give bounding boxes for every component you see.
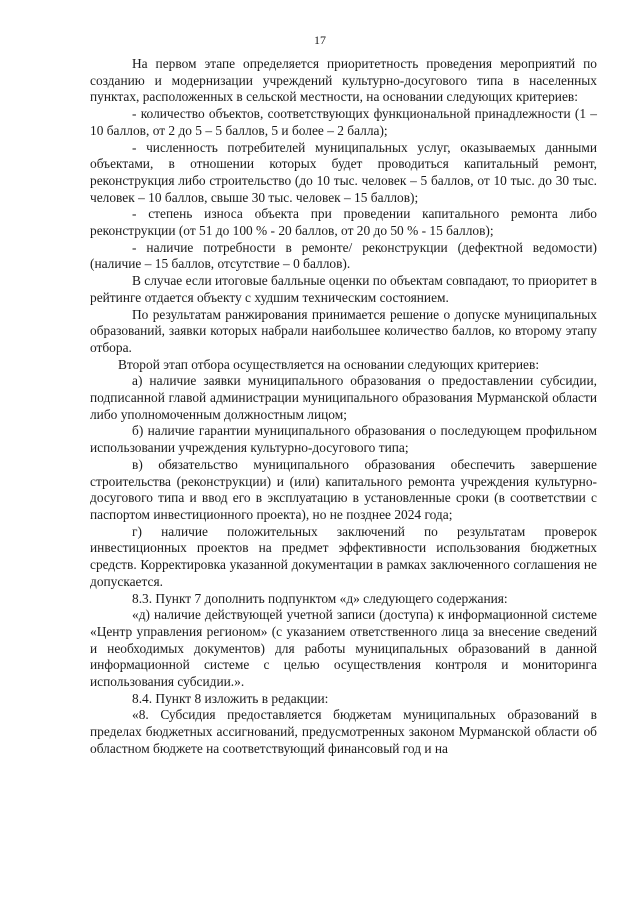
criterion-d-conclusions: г) наличие положительных заключений по результатам проверок инвестиционных проектов на предмет эффективности использования бюджетных средств. Корректировка указанной документации в рамках заключенного соглашения не допускается. bbox=[90, 523, 597, 589]
criterion-wear-degree: - степень износа объекта при проведении капитального ремонта либо реконструкции (от 51 до 100 % - 20 баллов, от 20 до 50 % - 15 баллов); bbox=[90, 206, 597, 239]
paragraph-point-8: «8. Субсидия предоставляется бюджетам муниципальных образований в пределах бюджетных ассигнований, предусмотренных законом Мурманской области об областном бюджете на соответствующий финансовый год и на bbox=[90, 707, 597, 756]
criterion-b-guarantee: б) наличие гарантии муниципального образования о последующем профильном использовании учреждения культурно-досугового типа; bbox=[90, 423, 597, 456]
document-body bbox=[90, 56, 597, 758]
paragraph-8-4: 8.4. Пункт 8 изложить в редакции: bbox=[132, 690, 329, 706]
paragraph-first-stage-intro: На первом этапе определяется приоритетность проведения мероприятий по созданию и модернизации учреждений культурно-досугового типа в населенных пунктах, расположенных в сельской местности, на основании следующих критериев: bbox=[90, 56, 597, 105]
paragraph-ranking-result: По результатам ранжирования принимается решение о допуске муниципальных образований, заявки которых набрали наибольшее количество баллов, ко второму этапу отбора. bbox=[90, 306, 597, 355]
paragraph-second-stage-intro: Второй этап отбора осуществляется на основании следующих критериев: bbox=[118, 356, 540, 372]
paragraph-tie-rule: В случае если итоговые балльные оценки по объектам совпадают, то приоритет в рейтинге отдается объекту с худшим техническим состоянием. bbox=[90, 273, 597, 305]
page-number: 17 bbox=[314, 33, 326, 47]
paragraph-subpoint-d: «д) наличие действующей учетной записи (доступа) к информационной системе «Центр управления регионом» (с указанием ответственного лица за внесение сведений и необходимых документов) для работы муниципальных образований в данной информационной системе с целью осуществления контроля и мониторинга использования субсидии.». bbox=[90, 607, 597, 690]
criterion-repair-need: - наличие потребности в ремонте/ реконструкции (дефектной ведомости) (наличие – 15 баллов, отсутствие – 0 баллов). bbox=[90, 239, 597, 272]
paragraph-8-3: 8.3. Пункт 7 дополнить подпунктом «д» следующего содержания: bbox=[132, 590, 508, 606]
criterion-consumer-count: - численность потребителей муниципальных услуг, оказываемых данными объектами, в отношении которых будет проводиться капитальный ремонт, реконструкция либо строительство (до 10 тыс. человек – 5 баллов, от 10 тыс. до 30 тыс. человек – 10 баллов, свыше 30 тыс. человек – 15 баллов); bbox=[90, 139, 597, 205]
criterion-a-application: а) наличие заявки муниципального образования о предоставлении субсидии, подписанной главой администрации муниципального образования Мурманской области либо уполномоченным должностным лицом; bbox=[90, 373, 597, 422]
criterion-object-count: - количество объектов, соответствующих функциональной принадлежности (1 – 10 баллов, от 2 до 5 – 5 баллов, 5 и более – 2 балла); bbox=[90, 106, 597, 138]
criterion-c-obligation: в) обязательство муниципального образования обеспечить завершение строительства (реконструкции) и (или) капитального ремонта учреждения культурно-досугового типа и ввод его в эксплуатацию в установленные сроки (в соответствии с паспортом инвестиционного проекта), но не позднее 2024 года; bbox=[90, 456, 597, 522]
